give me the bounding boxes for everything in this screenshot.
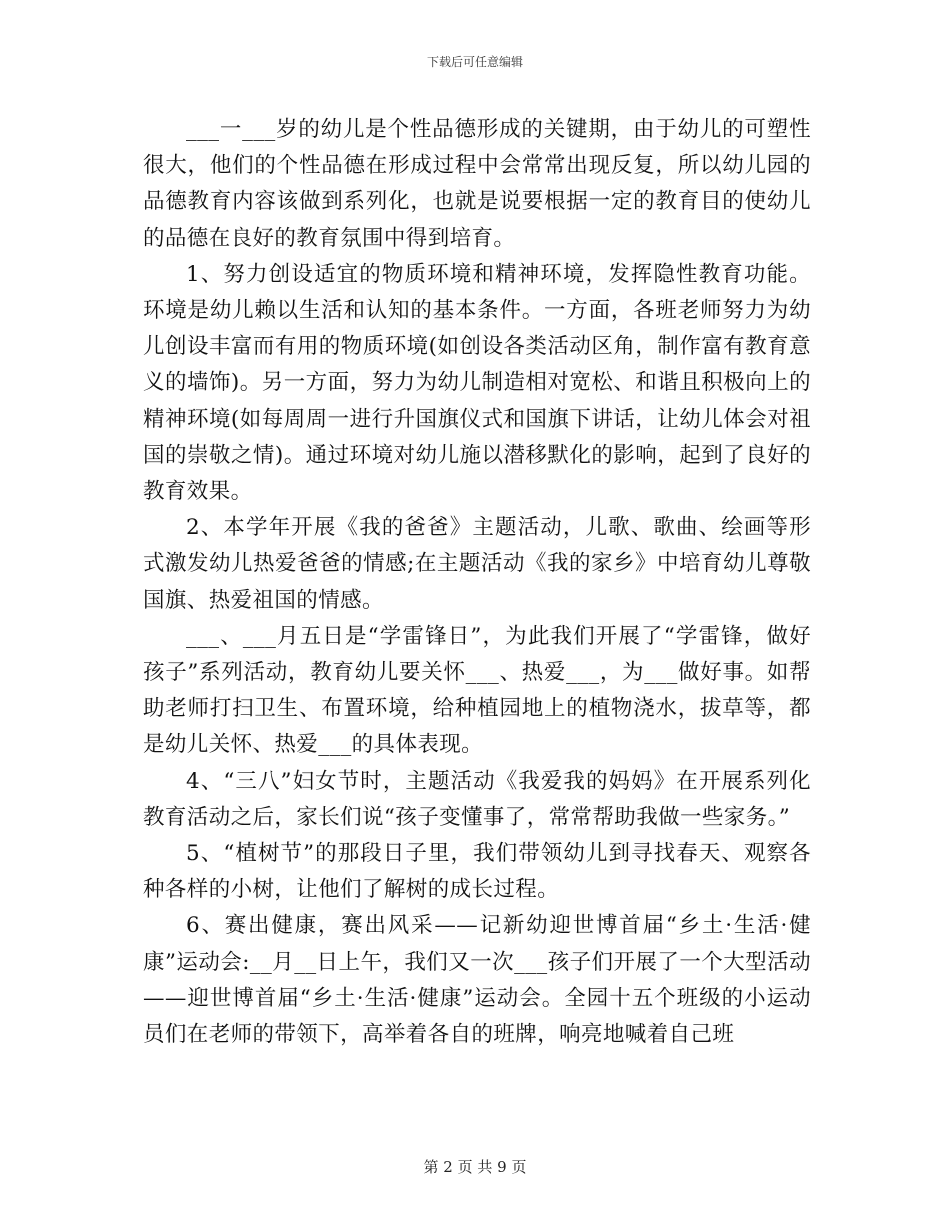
paragraph-intro: ___一___岁的幼儿是个性品德形成的关键期，由于幼儿的可塑性很大，他们的个性品德在形成过程中会常常出现反复，所以幼儿园的品德教育内容该做到系列化，也就是说要根据一定的教育目的使幼儿的品德在良好的教育氛围中得到培育。 (143, 117, 811, 251)
page-header-note: 下载后可任意编辑 (426, 55, 523, 69)
paragraph-item-6: 6、赛出健康，赛出风采——记新幼迎世博首届“乡土·生活·健康”运动会:__月__日上午，我们又一次___孩子们开展了一个大型活动——迎世博首届“乡土·生活·健康”运动会。全园十五个班级的小运动员们在老师的带领下，高举着各自的班牌，响亮地喊着自己班 (143, 913, 811, 1048)
paragraph-item-2: 2、本学年开展《我的爸爸》主题活动，儿歌、歌曲、绘画等形式激发幼儿热爱爸爸的情感;在主题活动《我的家乡》中培育幼儿尊敬国旗、热爱祖国的情感。 (143, 515, 811, 613)
paragraph-item-4: 4、“三八”妇女节时，主题活动《我爱我的妈妈》在开展系列化教育活动之后，家长们说“孩子变懂事了，常常帮助我做一些家务。” (143, 768, 811, 830)
page-number-footer: 第 2 页 共 9 页 (423, 1158, 527, 1176)
paragraph-item-3: ___、___月五日是“学雷锋日”，为此我们开展了“学雷锋，做好孩子”系列活动，教育幼儿要关怀___、热爱___，为___做好事。如帮助老师打扫卫生、布置环境，给种植园地上的植物浇水，拔草等，都是幼儿关怀、热爱___的具体表现。 (143, 623, 811, 758)
paragraph-item-5: 5、“植树节”的那段日子里，我们带领幼儿到寻找春天、观察各种各样的小树，让他们了解树的成长过程。 (143, 841, 811, 903)
paragraph-item-1: 1、努力创设适宜的物质环境和精神环境，发挥隐性教育功能。环境是幼儿赖以生活和认知的基本条件。一方面，各班老师努力为幼儿创设丰富而有用的物质环境(如创设各类活动区角，制作富有教育意义的墙饰)。另一方面，努力为幼儿制造相对宽松、和谐且积极向上的精神环境(如每周周一进行升国旗仪式和国旗下讲话，让幼儿体会对祖国的崇敬之情)。通过环境对幼儿施以潜移默化的影响，起到了良好的教育效果。 (143, 261, 811, 505)
document-body (143, 112, 811, 1053)
